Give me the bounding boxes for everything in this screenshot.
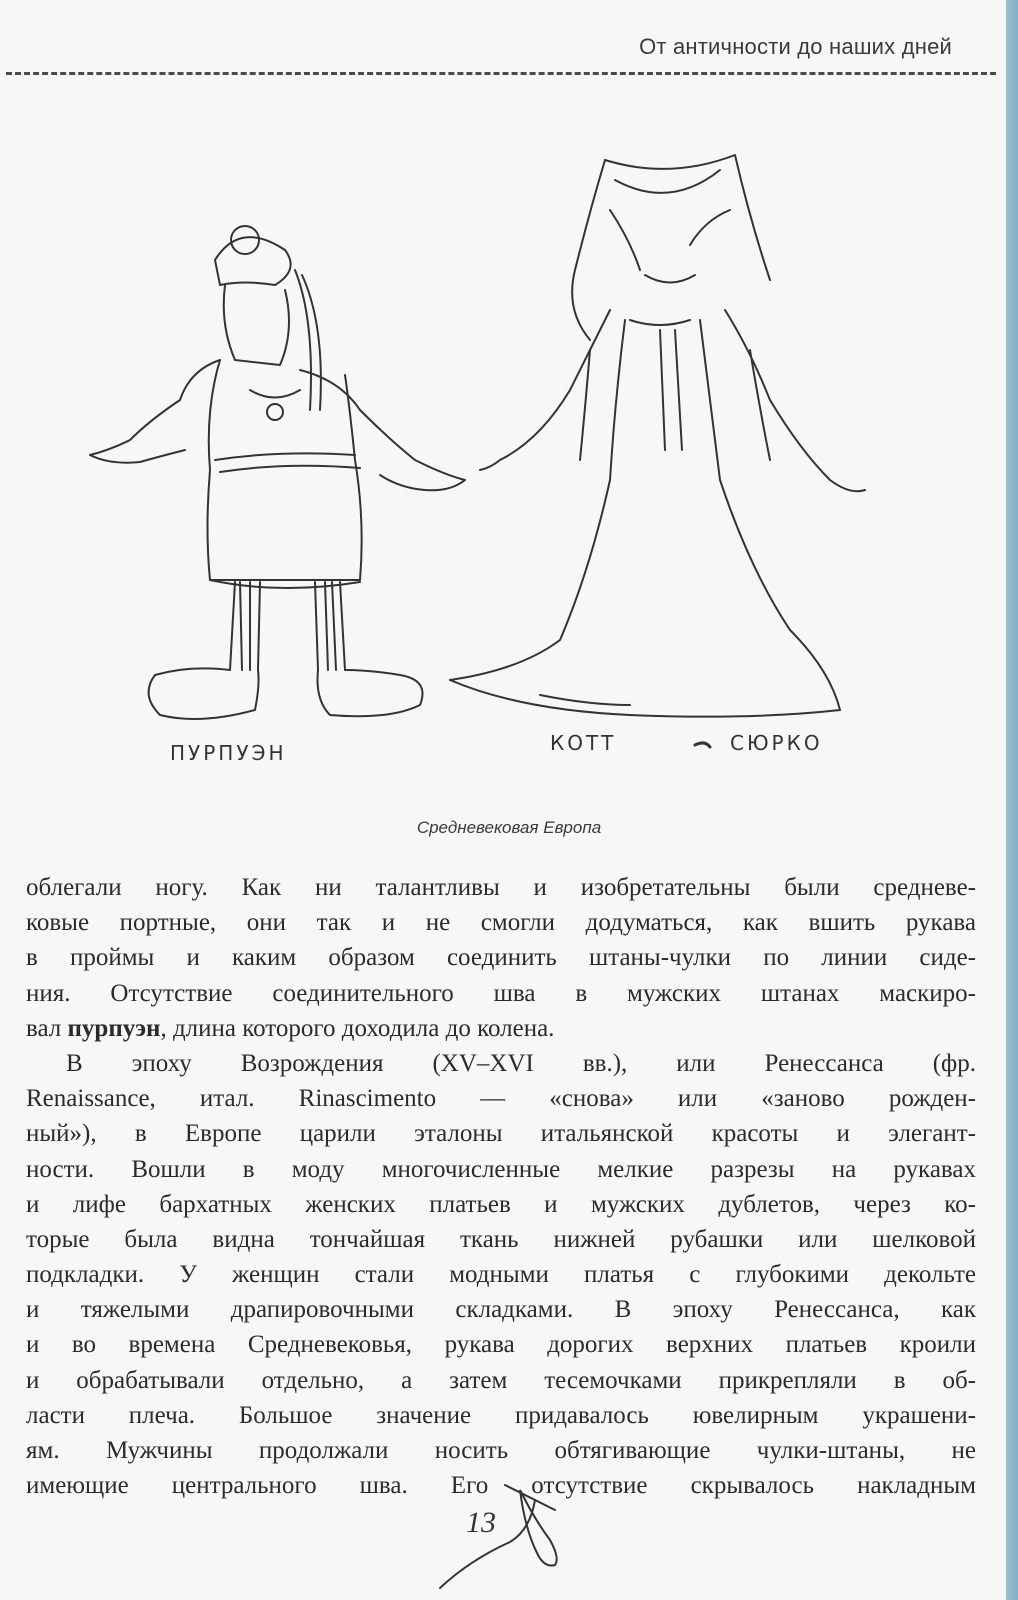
text-line: и тяжелыми драпировочными складками. В эпоху Ренессанса, как bbox=[26, 1296, 976, 1324]
label-syurko: СЮРКО bbox=[730, 731, 823, 755]
page-number: 13 bbox=[466, 1506, 496, 1539]
text-line: и лифе бархатных женских платьев и мужских дублетов, через ко- bbox=[26, 1190, 976, 1218]
text-line: торые была видна тончайшая ткань нижней рубашки или шелковой bbox=[26, 1225, 976, 1253]
text-line: ности. Вошли в моду многочисленные мелкие разрезы на рукавах bbox=[26, 1155, 976, 1183]
text-line: Renaissance, итал. Rinascimento — «снова» или «заново рожден- bbox=[26, 1085, 976, 1113]
text-line: имеющие центрального шва. Его отсутствие скрывалось накладным bbox=[26, 1472, 976, 1500]
text-line: в проймы и каким образом соединить штаны-чулки по линии сиде- bbox=[26, 944, 976, 972]
running-header-title: От античности до наших дней bbox=[639, 34, 952, 59]
costume-illustration bbox=[70, 150, 930, 800]
needle-ornament-icon bbox=[420, 1480, 580, 1590]
text-line: ласти плеча. Большое значение придавалось ювелирным украшени- bbox=[26, 1401, 976, 1429]
text-line-with-term bbox=[26, 1011, 976, 1046]
text-line: облегали ногу. Как ни талантливы и изобретательны были средневе- bbox=[26, 874, 976, 901]
text-line: ния. Отсутствие соединительного шва в мужских штанах маскиро- bbox=[26, 979, 976, 1007]
text-fragment: вал bbox=[26, 1014, 68, 1042]
label-kott: КОТТ bbox=[550, 731, 617, 755]
term-purpuen: пурпуэн bbox=[67, 1014, 161, 1042]
text-line: ный»), в Европе царили эталоны итальянской красоты и элегант- bbox=[26, 1120, 976, 1148]
header-dashed-rule bbox=[6, 72, 996, 75]
text-line: ковые портные, они так и не смогли додуматься, как вшить рукава bbox=[26, 909, 976, 937]
male-figure-sketch bbox=[90, 226, 465, 765]
text-line: подкладки. У женщин стали модными платья с глубокими декольте bbox=[26, 1261, 976, 1289]
text-line: ям. Мужчины продолжали носить обтягивающие чулки-штаны, не bbox=[26, 1437, 976, 1464]
label-purpuen: ПУРПУЭН bbox=[170, 741, 287, 765]
text-line: и во времена Средневековья, рукава дорогих верхних платьев кроили bbox=[26, 1331, 976, 1359]
text-line: и обрабатывали отдельно, а затем тесемочками прикрепляли в об- bbox=[26, 1366, 976, 1394]
illustration-caption: Средневековая Европа bbox=[416, 818, 602, 837]
text-fragment: , длина которого доходила до колена. bbox=[160, 1014, 555, 1042]
page-edge-strip bbox=[1006, 0, 1018, 1600]
body-text bbox=[26, 870, 976, 1503]
female-figure-sketch bbox=[450, 155, 865, 755]
text-line: В эпоху Возрождения (XV–XVI вв.), или Ренессанса (фр. bbox=[66, 1049, 976, 1077]
